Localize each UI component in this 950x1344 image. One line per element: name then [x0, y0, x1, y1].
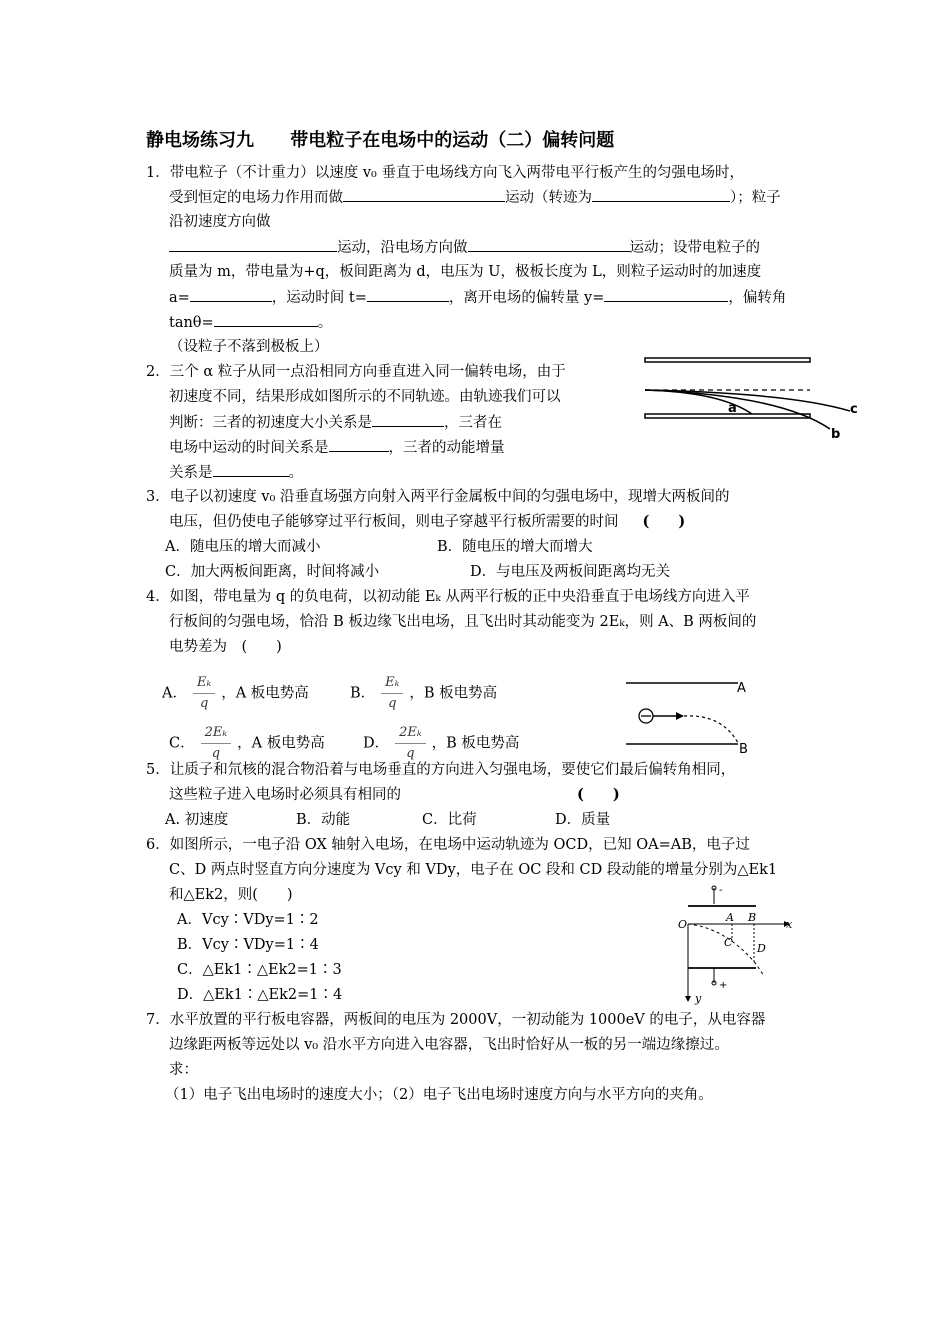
option-text: ，A 板电势高 [237, 735, 325, 752]
q4-line1: 4．如图，带电量为 q 的负电荷，以初动能 Eₖ 从两平行板的正中央沿垂直于电场线方向进入平 [146, 589, 750, 605]
blank [372, 412, 444, 427]
label-d: D [757, 942, 766, 955]
blank [213, 462, 289, 477]
q1-text: 。 [317, 315, 333, 331]
q4-figure [622, 676, 762, 756]
label-a: A [726, 911, 734, 924]
q6-line2: C、D 两点时竖直方向分速度为 Vcy 和 VDy，电子在 OC 段和 CD 段动能的增量分别为△Ek1 [169, 862, 778, 878]
q1-text: 受到恒定的电场力作用而做 [169, 190, 343, 206]
q1-line6 [169, 287, 786, 308]
label-a: a [728, 401, 737, 416]
q6-option-b: B．Vcy∶VDy=1∶4 [177, 937, 319, 953]
frac-num: Eₖ [193, 673, 215, 694]
q2-line3 [169, 412, 502, 433]
label-plate-a: A [737, 681, 746, 696]
q2-figure [640, 355, 865, 445]
q5-line1: 5．让质子和氘核的混合物沿着与电场垂直的方向进入匀强电场，要使它们最后偏转角相同， [146, 762, 736, 778]
q5-line2 [169, 785, 620, 805]
arrow-head [676, 712, 684, 720]
label-c: c [850, 402, 858, 417]
q2-line1: 2．三个 α 粒子从同一点沿相同方向垂直进入同一偏转电场，由于 [146, 364, 566, 380]
q1-line4 [169, 237, 760, 258]
page-title [146, 126, 614, 152]
answer-paren: ( ) [577, 786, 620, 803]
frac-den: q [211, 746, 221, 761]
q2-text: ，三者的动能增量 [388, 440, 505, 456]
q3-option-c: C．加大两板间距离，时间将减小 [165, 564, 380, 580]
label-b: b [831, 427, 841, 442]
upper-plate [645, 358, 810, 362]
label-b: B [748, 911, 757, 924]
frac-den: q [406, 746, 415, 761]
q7-line4: （1）电子飞出电场时的速度大小；（2）电子飞出电场时速度方向与水平方向的夹角。 [165, 1087, 713, 1103]
q5-option-a: A. 初速度 [165, 812, 229, 828]
option-label: D． [363, 735, 390, 752]
label-o: O [678, 918, 688, 931]
q1-line1: 1．带电粒子（不计重力）以速度 v₀ 垂直于电场线方向飞入两带电平行板产生的匀强电场时， [146, 165, 744, 181]
q1-line7 [169, 312, 332, 333]
q4-option-b [350, 673, 497, 714]
q5-option-c: C．比荷 [422, 812, 477, 828]
q4-line2: 行板间的匀强电场，恰沿 B 板边缘飞出电场，且飞出时其动能变为 2Eₖ，则 A、B 两板间的 [169, 614, 757, 630]
q3-text: 电压，但仍使电子能够穿过平行板间，则电子穿越平行板所需要的时间 [169, 514, 619, 530]
blank [169, 237, 337, 252]
frac-num: Eₖ [381, 673, 403, 694]
q1-text: 运动；设带电粒子的 [629, 240, 760, 256]
q4-option-a [162, 673, 309, 714]
title-sub: 带电粒子在电场中的运动（二）偏转问题 [290, 130, 615, 151]
blank [329, 437, 389, 452]
option-text: ，B 板电势高 [431, 735, 520, 752]
option-text: ，B 板电势高 [409, 685, 498, 702]
q6-option-a: A．Vcy∶VDy=1∶2 [177, 912, 319, 928]
q7-line3: 求： [169, 1062, 198, 1078]
q1-line8: （设粒子不落到极板上） [169, 339, 329, 355]
label-plus: + [719, 980, 728, 991]
q3-line1: 3．电子以初速度 v₀ 沿垂直场强方向射入两平行金属板中间的匀强电场中，现增大两板间的 [146, 489, 730, 505]
q3-line2 [169, 512, 685, 532]
q4-option-d [363, 723, 519, 764]
label-minus: - [719, 885, 723, 896]
q6-figure [676, 884, 802, 1004]
q1-line3: 沿初速度方向做 [169, 214, 271, 230]
q1-line5: 质量为 m，带电量为+q，板间距离为 d，电压为 U，极板长度为 L，则粒子运动时的加速度 [169, 264, 762, 280]
q4-option-c [169, 723, 325, 764]
frac-num: 2Eₖ [395, 723, 426, 744]
label-plate-b: B [739, 742, 748, 757]
blank [190, 287, 272, 302]
q6-option-d: D．△Ek1∶△Ek2=1∶4 [177, 987, 343, 1003]
trajectory-b [645, 390, 830, 429]
q2-text: ，三者在 [444, 415, 502, 431]
y-arrow [685, 996, 691, 1002]
frac-den: q [388, 696, 397, 711]
q1-text: 运动（转迹为 [505, 190, 592, 206]
q1-text: ）；粒子 [730, 190, 781, 206]
blank [343, 187, 505, 202]
frac-den: q [199, 696, 209, 711]
fraction [381, 673, 403, 714]
q5-option-b: B．动能 [296, 812, 351, 828]
q1-text: a= [169, 290, 190, 306]
label-y: y [695, 992, 702, 1005]
blank [468, 237, 630, 252]
blank [592, 187, 730, 202]
q6-line3: 和△Ek2，则( ) [169, 887, 293, 903]
q2-text: 关系是 [169, 465, 213, 481]
q3-option-a: A．随电压的增大而减小 [165, 539, 321, 555]
blank [214, 312, 318, 327]
q5-text: 这些粒子进入电场时必须具有相同的 [169, 787, 401, 803]
blank [367, 287, 449, 302]
q1-text: ，运动时间 t= [271, 290, 367, 306]
q4-line3: 电势差为 ( ) [169, 639, 282, 655]
q5-option-d: D．质量 [555, 812, 611, 828]
trajectory [684, 716, 738, 743]
q1-text: 运动，沿电场方向做 [337, 240, 468, 256]
q6-option-c: C．△Ek1∶△Ek2=1∶3 [177, 962, 342, 978]
blank [604, 287, 728, 302]
answer-paren: ( ) [642, 513, 686, 530]
label-x: x [786, 918, 793, 931]
q2-line5 [169, 462, 303, 483]
q1-text: tanθ= [169, 315, 214, 331]
option-label: C． [169, 735, 195, 752]
title-main: 静电场练习九 [146, 130, 254, 151]
q2-text: 。 [288, 465, 303, 481]
q2-line2: 初速度不同，结果形成如图所示的不同轨迹。由轨迹我们可以 [169, 389, 561, 405]
q7-line1: 7．水平放置的平行板电容器，两板间的电压为 2000V，一初动能为 1000eV 的电子，从电容器 [146, 1012, 766, 1028]
fraction [395, 723, 426, 764]
frac-num: 2Eₖ [201, 723, 232, 744]
option-label: B． [350, 685, 376, 702]
fraction [193, 673, 215, 714]
option-label: A． [162, 685, 187, 702]
q7-line2: 边缘距两板等远处以 v₀ 沿水平方向进入电容器，飞出时恰好从一板的另一端边缘擦过。 [169, 1037, 729, 1053]
label-c: C [724, 936, 733, 949]
q3-option-b: B．随电压的增大而增大 [437, 539, 593, 555]
q2-line4 [169, 437, 505, 458]
option-text: ，A 板电势高 [221, 685, 309, 702]
q2-text: 判断：三者的初速度大小关系是 [169, 415, 372, 431]
fraction [201, 723, 232, 764]
q2-text: 电场中运动的时间关系是 [169, 440, 329, 456]
q3-option-d: D．与电压及两板间距离均无关 [470, 564, 671, 580]
q1-text: ，偏转角 [728, 290, 787, 306]
q6-line1: 6．如图所示，一电子沿 OX 轴射入电场，在电场中运动轨迹为 OCD，已知 OA=AB，电子过 [146, 837, 750, 853]
q1-line2 [169, 187, 781, 208]
q1-text: ，离开电场的偏转量 y= [448, 290, 605, 306]
